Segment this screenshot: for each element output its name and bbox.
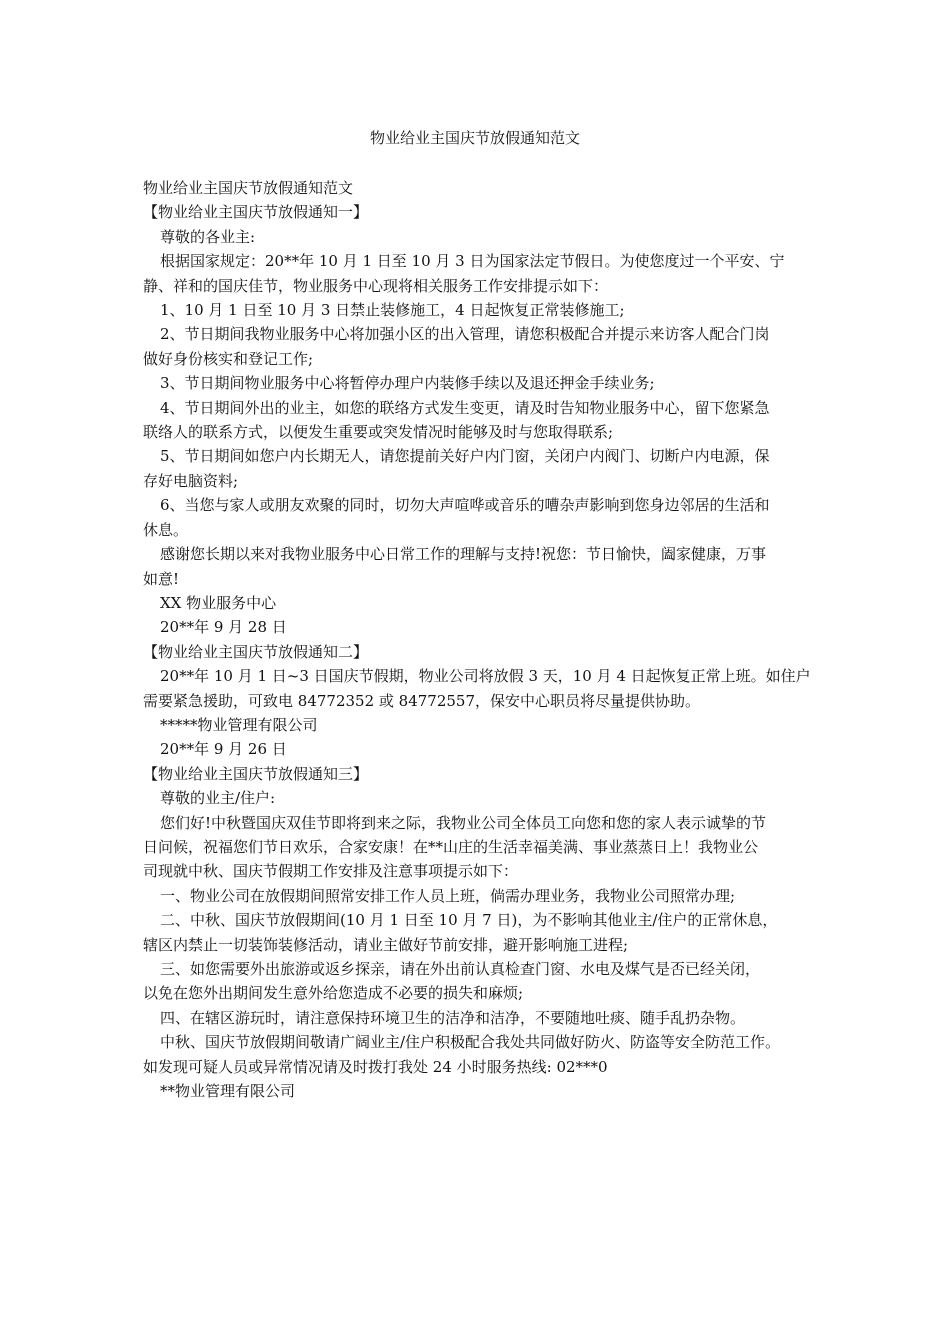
text-line: 6、当您与家人或朋友欢聚的同时，切勿大声喧哗或音乐的嘈杂声影响到您身边邻居的生活和 — [160, 496, 770, 515]
text-line: 以免在您外出期间发生意外给您造成不必要的损失和麻烦; — [143, 984, 524, 1003]
text-line: 尊敬的业主/住户: — [160, 789, 276, 808]
text-line: 辖区内禁止一切装饰装修活动，请业主做好节前安排，避开影响施工进程; — [143, 935, 629, 954]
text-line: *****物业管理有限公司 — [160, 715, 318, 734]
text-line: 20**年 9 月 26 日 — [160, 740, 287, 759]
text-line: 【物业给业主国庆节放假通知二】 — [143, 642, 369, 661]
text-line: 感谢您长期以来对我物业服务中心日常工作的理解与支持!祝您：节日愉快，阖家健康，万事 — [160, 545, 767, 564]
text-line: 做好身份核实和登记工作; — [143, 349, 314, 368]
text-line: 二、中秋、国庆节放假期间(10 月 1 日至 10 月 7 日)，为不影响其他业主/住户的正常休息， — [160, 911, 778, 930]
text-line: 2、节日期间我物业服务中心将加强小区的出入管理，请您积极配合并提示来访客人配合门岗 — [160, 325, 770, 344]
text-line: XX 物业服务中心 — [160, 593, 277, 612]
text-line: 如意! — [143, 569, 180, 588]
text-line: 三、如您需要外出旅游或返乡探亲，请在外出前认真检查门窗、水电及煤气是否已经关闭， — [160, 960, 761, 978]
text-line: 静、祥和的国庆佳节，物业服务中心现将相关服务工作安排提示如下： — [143, 276, 609, 295]
text-line: 休息。 — [143, 520, 189, 539]
text-line: 1、10 月 1 日至 10 月 3 日禁止装修施工，4 日起恢复正常装修施工; — [160, 301, 625, 320]
text-line: 司现就中秋、国庆节假期工作安排及注意事项提示如下： — [143, 862, 519, 881]
text-line: 5、节日期间如您户内长期无人，请您提前关好户内门窗，关闭户内阀门、切断户内电源，保 — [160, 447, 770, 466]
text-line: **物业管理有限公司 — [160, 1082, 296, 1101]
text-line: 四、在辖区游玩时，请注意保持环境卫生的洁净和洁净，不要随地吐痰、随手乱扔杂物。 — [160, 1008, 746, 1027]
document-body — [143, 176, 815, 1103]
text-line: 您们好!中秋暨国庆双佳节即将到来之际，我物业公司全体员工向您和您的家人表示诚挚的节 — [160, 813, 767, 832]
text-line: 一、物业公司在放假期间照常安排工作人员上班，倘需办理业务，我物业公司照常办理; — [160, 886, 736, 905]
text-line: 根据国家规定：20**年 10 月 1 日至 10 月 3 日为国家法定节假日。为使您度过一个平安、宁 — [160, 252, 785, 271]
text-line: 4、节日期间外出的业主，如您的联络方式发生变更，请及时告知物业服务中心，留下您紧急 — [160, 398, 770, 417]
page-title: 物业给业主国庆节放假通知范文 — [369, 129, 580, 147]
text-line: 尊敬的各业主: — [160, 227, 256, 246]
text-line: 存好电脑资料; — [143, 471, 239, 490]
text-line: 【物业给业主国庆节放假通知三】 — [143, 764, 369, 783]
text-line: 中秋、国庆节放假期间敬请广阔业主/住户积极配合我处共同做好防火、防盗等安全防范工作。 — [160, 1033, 781, 1052]
text-line: 物业给业主国庆节放假通知范文 — [143, 179, 354, 197]
text-line: 如发现可疑人员或异常情况请及时拨打我处 24 小时服务热线: 02***0 — [143, 1057, 608, 1076]
text-line: 3、节日期间物业服务中心将暂停办理户内装修手续以及退还押金手续业务; — [160, 374, 655, 393]
text-line: 日问候，祝福您们节日欢乐，合家安康！在**山庄的生活幸福美满、事业蒸蒸日上！我物业公 — [143, 837, 759, 856]
text-line: 20**年 9 月 28 日 — [160, 618, 287, 637]
text-line: 需要紧急援助，可致电 84772352 或 84772557，保安中心职员将尽量提供协助。 — [143, 691, 701, 710]
text-line: 联络人的联系方式，以便发生重要或突发情况时能够及时与您取得联系; — [143, 423, 614, 442]
text-line: 20**年 10 月 1 日~3 日国庆节假期，物业公司将放假 3 天，10 月 4 日起恢复正常上班。如住户 — [160, 667, 811, 686]
text-line: 【物业给业主国庆节放假通知一】 — [143, 203, 369, 222]
